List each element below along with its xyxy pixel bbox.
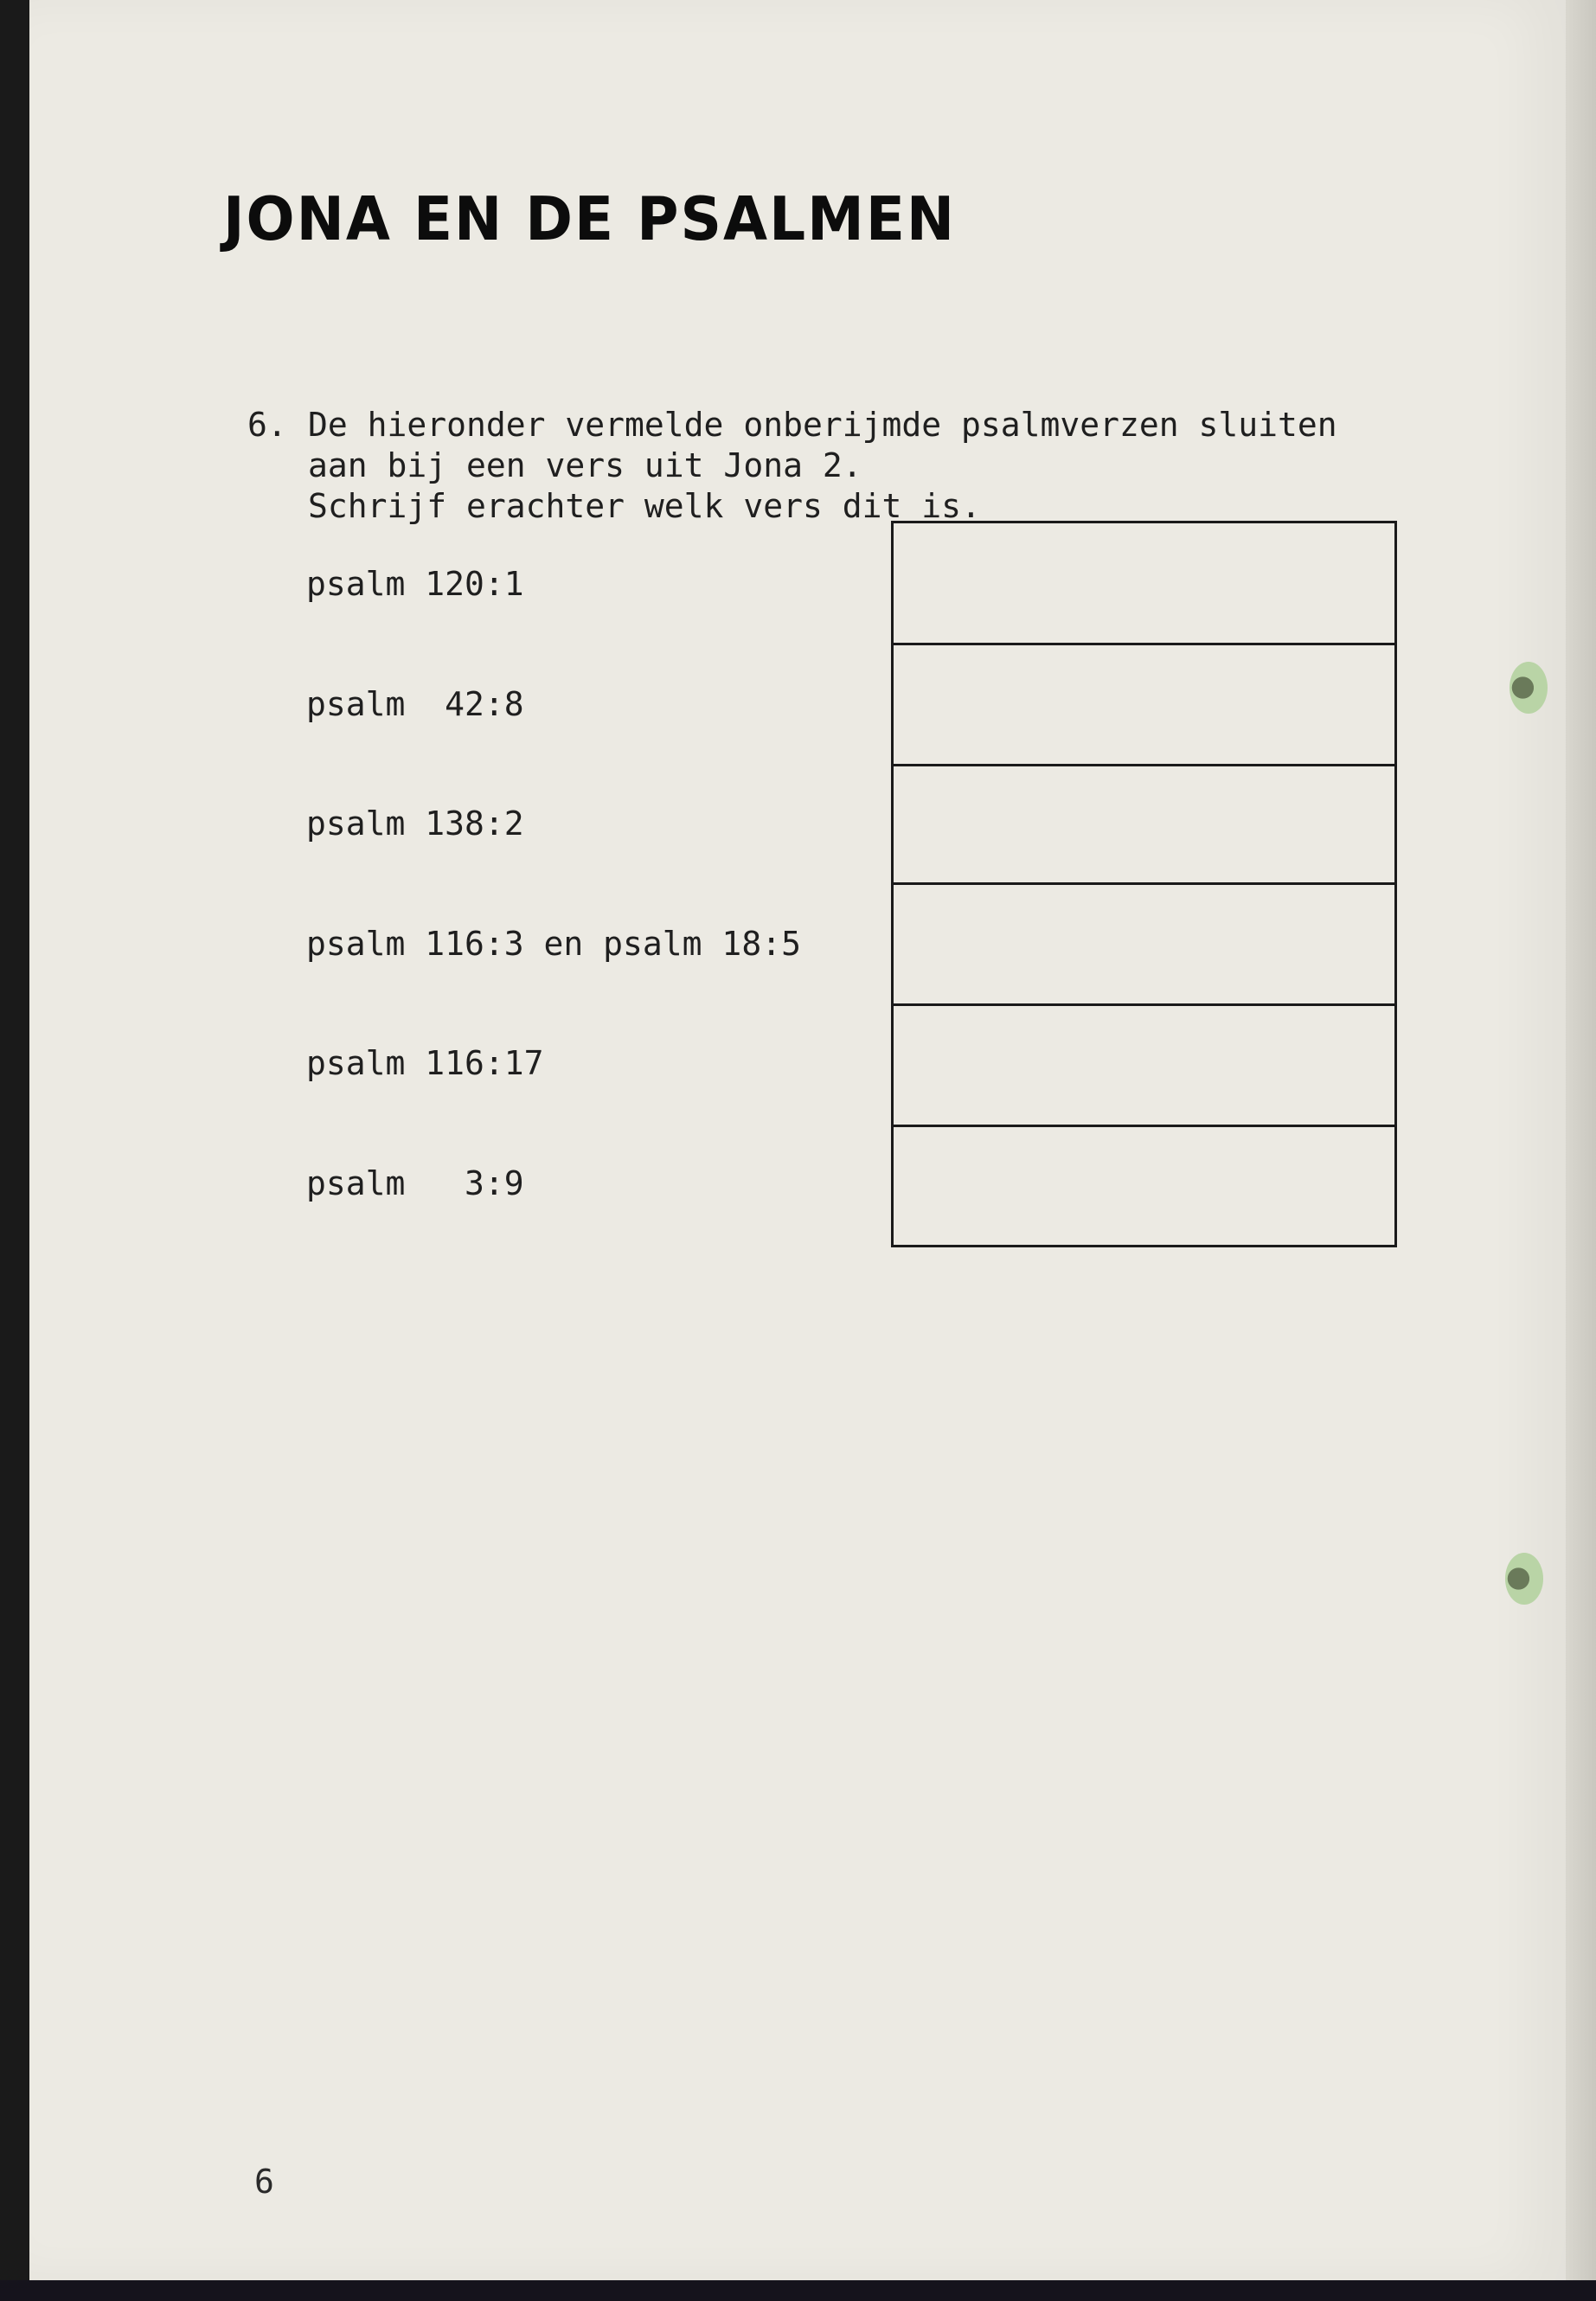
answer-box-3[interactable] bbox=[894, 766, 1394, 885]
page-edge bbox=[1566, 0, 1596, 2280]
question-line-2: aan bij een vers uit Jona 2. bbox=[308, 446, 862, 484]
page-title: JONA EN DE PSALMEN bbox=[223, 184, 957, 254]
binder-ring-top-icon bbox=[1509, 662, 1548, 714]
question-line-3: Schrijf erachter welk vers dit is. bbox=[308, 487, 981, 525]
page-number: 6 bbox=[254, 2163, 274, 2201]
psalm-reference-5: psalm 116:17 bbox=[306, 1044, 544, 1082]
binder-ring-bottom-icon bbox=[1505, 1553, 1543, 1605]
answer-box-5[interactable] bbox=[894, 1006, 1394, 1127]
scan-border bbox=[0, 2280, 1596, 2301]
psalm-reference-3: psalm 138:2 bbox=[306, 804, 524, 843]
answer-grid bbox=[891, 521, 1397, 1247]
question-line-1: De hieronder vermelde onberijmde psalmverzen sluiten bbox=[308, 406, 1337, 444]
answer-box-4[interactable] bbox=[894, 885, 1394, 1006]
psalm-reference-1: psalm 120:1 bbox=[306, 565, 524, 603]
question-number: 6. bbox=[247, 406, 287, 444]
psalm-reference-2: psalm 42:8 bbox=[306, 685, 524, 723]
psalm-reference-4: psalm 116:3 en psalm 18:5 bbox=[306, 925, 801, 963]
answer-box-2[interactable] bbox=[894, 645, 1394, 766]
answer-box-6[interactable] bbox=[894, 1127, 1394, 1245]
answer-box-1[interactable] bbox=[894, 523, 1394, 645]
psalm-reference-6: psalm 3:9 bbox=[306, 1164, 524, 1202]
